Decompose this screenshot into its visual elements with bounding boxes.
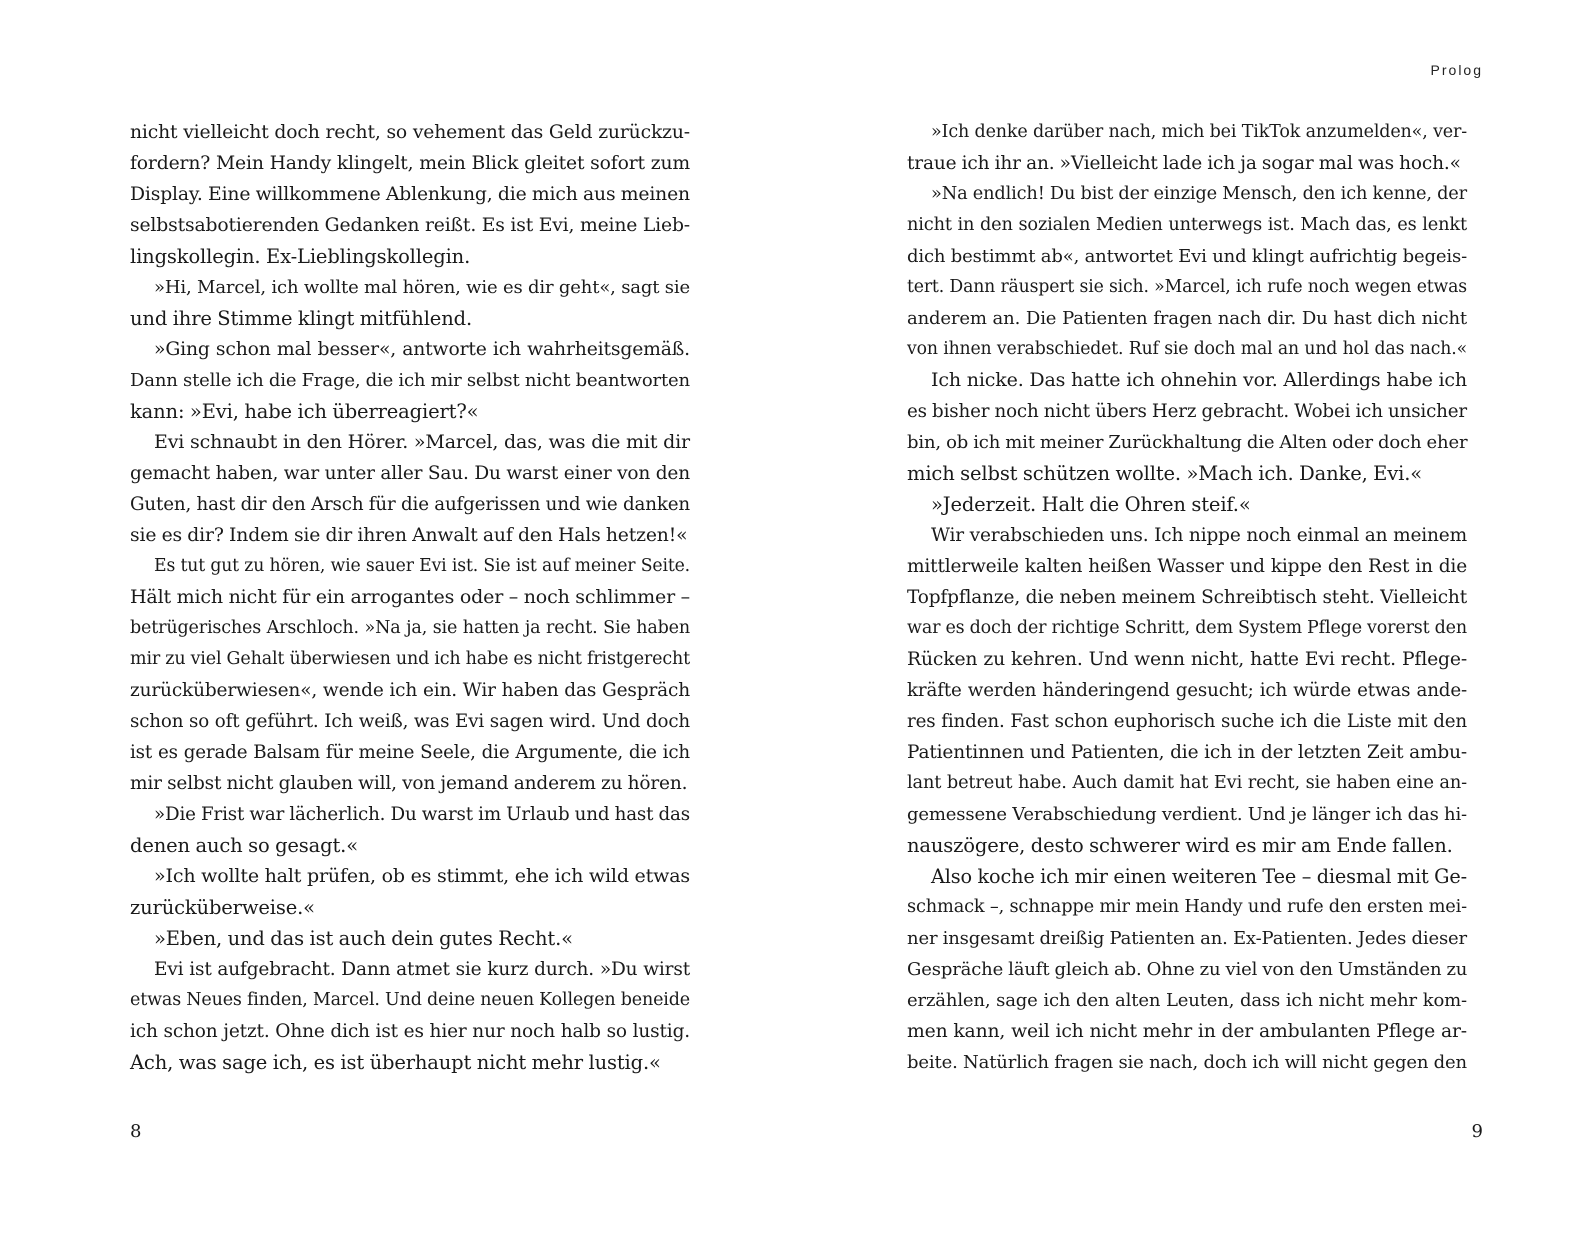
text-line: »Ich denke darüber nach, mich bei TikTok anzumelden«, ver- (931, 122, 1467, 142)
right-text-block (907, 117, 1467, 1078)
text-line: Rücken zu kehren. Und wenn nicht, hatte Evi recht. Pflege- (907, 649, 1467, 670)
text-line: sie es dir? Indem sie dir ihren Anwalt auf den Hals hetzen!« (130, 525, 688, 546)
text-line: Es tut gut zu hören, wie sauer Evi ist. Sie ist auf meiner Seite. (154, 556, 690, 576)
text-line: Evi schnaubt in den Hörer. »Marcel, das, was die mit dir (154, 431, 690, 453)
running-head: Prolog (1430, 62, 1483, 78)
text-line: und ihre Stimme klingt mitfühlend. (130, 307, 472, 330)
text-line: ist es gerade Balsam für meine Seele, die Argumente, die ich (130, 742, 690, 763)
text-line: »Ging schon mal besser«, antworte ich wahrheitsgemäß. (154, 339, 690, 360)
text-line: Topfpflanze, die neben meinem Schreibtisch steht. Vielleicht (907, 587, 1467, 608)
text-line: betrügerisches Arschloch. »Na ja, sie hatten ja recht. Sie haben (130, 618, 690, 638)
text-line: bin, ob ich mit meiner Zurückhaltung die Alten oder doch eher (907, 432, 1468, 453)
text-line: Dann stelle ich die Frage, die ich mir selbst nicht beantworten (130, 370, 690, 391)
text-line: es bisher noch nicht übers Herz gebracht. Wobei ich unsicher (907, 401, 1467, 422)
text-line: mir zu viel Gehalt überwiesen und ich habe es nicht fristgerecht (130, 649, 690, 669)
text-line: ich schon jetzt. Ohne dich ist es hier nur noch halb so lustig. (130, 1021, 690, 1042)
text-line: res finden. Fast schon euphorisch suche ich die Liste mit den (907, 711, 1467, 732)
text-line: etwas Neues finden, Marcel. Und deine neuen Kollegen beneide (130, 990, 690, 1010)
text-line: traue ich ihr an. »Vielleicht lade ich ja sogar mal was hoch.« (907, 153, 1461, 174)
text-line: schon so oft geführt. Ich weiß, was Evi sagen wird. Und doch (130, 711, 690, 732)
text-line: fordern? Mein Handy klingelt, mein Blick gleitet sofort zum (130, 153, 690, 174)
text-line: Ach, was sage ich, es ist überhaupt nicht mehr lustig.« (130, 1051, 661, 1074)
text-line: lant betreut habe. Auch damit hat Evi recht, sie haben eine an- (907, 773, 1467, 793)
text-line: denen auch so gesagt.« (130, 834, 358, 857)
text-line: von ihnen verabschiedet. Ruf sie doch mal an und hol das nach.« (907, 339, 1467, 359)
text-line: »Die Frist war lächerlich. Du warst im Urlaub und hast das (154, 804, 690, 825)
text-line: ner insgesamt dreißig Patienten an. Ex-Patienten. Jedes dieser (907, 928, 1467, 949)
text-line: mich selbst schützen wollte. »Mach ich. Danke, Evi.« (907, 462, 1423, 485)
text-line: gemacht haben, war unter aller Sau. Du warst einer von den (130, 463, 690, 484)
text-line: kann: »Evi, habe ich überreagiert?« (130, 400, 479, 423)
text-line: nauszögere, desto schwerer wird es mir am Ende fallen. (907, 834, 1453, 857)
text-line: Hält mich nicht für ein arrogantes oder – noch schlimmer – (130, 586, 690, 608)
text-line: gemessene Verabschiedung verdient. Und je länger ich das hi- (907, 804, 1467, 825)
text-line: Evi ist aufgebracht. Dann atmet sie kurz durch. »Du wirst (154, 959, 690, 980)
text-line: Display. Eine willkommene Ablenkung, die mich aus meinen (130, 184, 690, 205)
right-page (797, 0, 1594, 1240)
text-line: nicht in den sozialen Medien unterwegs ist. Mach das, es lenkt (907, 215, 1467, 235)
text-line: tert. Dann räuspert sie sich. »Marcel, ich rufe noch wegen etwas (907, 277, 1467, 297)
text-line: »Ich wollte halt prüfen, ob es stimmt, ehe ich wild etwas (154, 865, 690, 887)
text-line: selbstsabotierenden Gedanken reißt. Es ist Evi, meine Lieb- (130, 215, 690, 236)
text-line: dich bestimmt ab«, antwortet Evi und klingt aufrichtig begeis- (907, 246, 1467, 267)
text-line: »Hi, Marcel, ich wollte mal hören, wie es dir geht«, sagt sie (154, 277, 690, 298)
text-line: men kann, weil ich nicht mehr in der ambulanten Pflege ar- (907, 1021, 1467, 1042)
text-line: zurücküberweise.« (130, 896, 315, 919)
text-line: Patientinnen und Patienten, die ich in der letzten Zeit ambu- (907, 742, 1467, 763)
left-page-number: 8 (130, 1121, 142, 1142)
text-line: »Jederzeit. Halt die Ohren steif.« (931, 493, 1251, 516)
text-line: beite. Natürlich fragen sie nach, doch ich will nicht gegen den (907, 1052, 1467, 1073)
text-line: schmack –, schnappe mir mein Handy und rufe den ersten mei- (907, 897, 1467, 917)
text-line: erzählen, sage ich den alten Leuten, dass ich nicht mehr kom- (907, 990, 1467, 1011)
right-page-number: 9 (1471, 1121, 1483, 1142)
text-line: zurücküberwiesen«, wende ich ein. Wir haben das Gespräch (130, 680, 690, 701)
text-line: lingskollegin. Ex-Lieblingskollegin. (130, 245, 471, 268)
left-text-block (130, 117, 690, 1078)
text-line: kräfte werden händeringend gesucht; ich würde etwas ande- (907, 680, 1467, 701)
text-line: Wir verabschieden uns. Ich nippe noch einmal an meinem (931, 525, 1467, 546)
text-line: mittlerweile kalten heißen Wasser und kippe den Rest in die (907, 556, 1467, 577)
text-line: war es doch der richtige Schritt, dem System Pflege vorerst den (907, 618, 1467, 638)
text-line: Also koche ich mir einen weiteren Tee – diesmal mit Ge- (931, 865, 1467, 888)
text-line: nicht vielleicht doch recht, so vehement das Geld zurückzu- (130, 122, 690, 143)
text-line: mir selbst nicht glauben will, von jemand anderem zu hören. (130, 773, 688, 794)
text-line: Ich nicke. Das hatte ich ohnehin vor. Allerdings habe ich (931, 369, 1467, 391)
text-line: »Na endlich! Du bist der einzige Mensch, den ich kenne, der (931, 184, 1467, 204)
text-line: anderem an. Die Patienten fragen nach dir. Du hast dich nicht (907, 308, 1467, 329)
text-line: Gespräche läuft gleich ab. Ohne zu viel von den Umständen zu (907, 959, 1468, 980)
text-line: Guten, hast dir den Arsch für die aufgerissen und wie danken (130, 494, 690, 515)
text-line: »Eben, und das ist auch dein gutes Recht.« (154, 927, 573, 950)
